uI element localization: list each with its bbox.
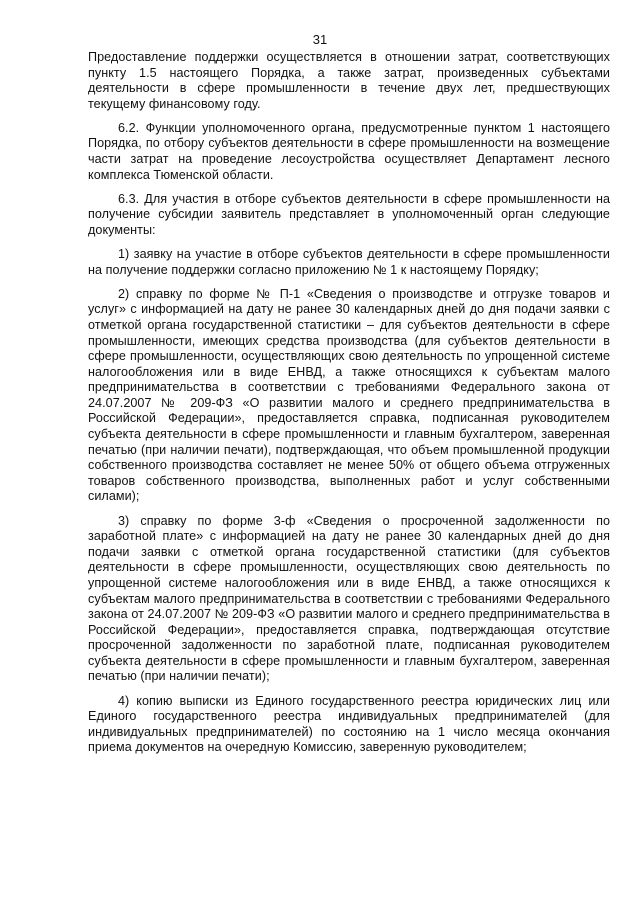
paragraph-support-costs: Предоставление поддержки осуществляется в отношении затрат, соответствующих пункту 1.5 настоящего Порядка, а также затрат, произведенных субъектами деятельности в сфере промышленности в течение двух лет, предшествующих текущему финансовому году. — [88, 50, 610, 111]
list-item-2-form-p1: 2) справку по форме № П-1 «Сведения о производстве и отгрузке товаров и услуг» с информацией на дату не ранее 30 календарных дней до дня подачи заявки с отметкой органа государственной статистики – для субъектов деятельности в сфере промышленности, имеющих средства производства (для субъектов деятельности в сфере промышленности, осуществляющих свою деятельность по упрощенной системе налогообложения или в виде ЕНВД, а также относящихся к субъектам малого предпринимательства в соответствии с требованиями Федерального закона от 24.07.2007 № 209-ФЗ «О развитии малого и среднего предпринимательства в Российской Федерации», предоставляется справка, подписанная руководителем субъекта деятельности в сфере промышленности и главным бухгалтером, заверенная печатью (при наличии печати), подтверждающая, что объем промышленной продукции собственного производства составляет не менее 50% от общего объема отгруженных товаров собственного производства, выполненных работ и услуг собственными силами); — [88, 286, 610, 504]
list-item-4-registry-extract: 4) копию выписки из Единого государственного реестра юридических лиц или Единого государственного реестра индивидуальных предпринимателей (для индивидуальных предпринимателей) по состоянию на 1 число месяца окончания приема документов на очередную Комиссию, заверенную руководителем; — [88, 693, 610, 755]
paragraph-6-3: 6.3. Для участия в отборе субъектов деятельности в сфере промышленности на получение субсидии заявитель представляет в уполномоченный орган следующие документы: — [88, 191, 610, 237]
page-number: 31 — [312, 32, 328, 47]
paragraph-6-2: 6.2. Функции уполномоченного органа, предусмотренные пунктом 1 настоящего Порядка, по отбору субъектов деятельности в сфере промышленности на возмещение части затрат на проведение лесоустройства осуществляет Департамент лесного комплекса Тюменской области. — [88, 120, 610, 182]
list-item-3-form-3f: 3) справку по форме 3-ф «Сведения о просроченной задолженности по заработной плате» с информацией на дату не ранее 30 календарных дней до дня подачи заявки с отметкой органа государственной статистики (для субъектов деятельности в сфере промышленности, осуществляющих свою деятельность по упрощенной системе налогообложения или в виде ЕНВД, а также относящихся к субъектам малого предпринимательства в соответствии с требованиями Федерального закона от 24.07.2007 № 209-ФЗ «О развитии малого и среднего предпринимательства в Российской Федерации», предоставляется справка, подтверждающая отсутствие просроченной задолженности по заработной плате, подписанная руководителем субъекта деятельности в сфере промышленности и главным бухгалтером, заверенная печатью (при наличии печати); — [88, 513, 610, 684]
list-item-1-application: 1) заявку на участие в отборе субъектов деятельности в сфере промышленности на получение поддержки согласно приложению № 1 к настоящему Порядку; — [88, 247, 610, 277]
document-body — [88, 50, 610, 764]
